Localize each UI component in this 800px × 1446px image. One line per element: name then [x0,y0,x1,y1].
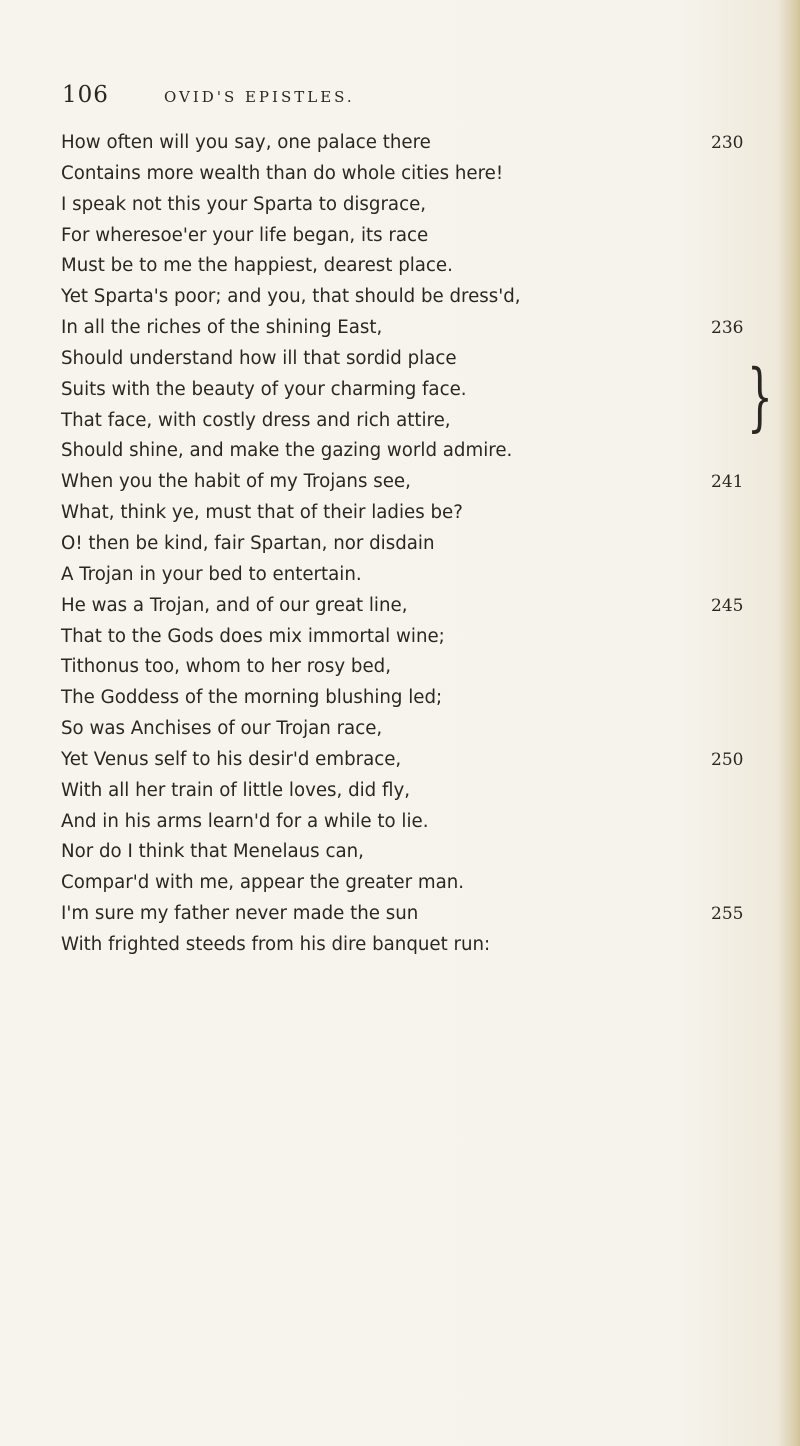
poem-line [61,714,761,745]
poem-text [61,128,773,961]
poem-line [61,930,761,961]
line-text: And in his arms learn'd for a while to lie. [61,810,429,832]
poem-line [61,529,761,560]
poem-line [61,560,761,591]
line-text: Compar'd with me, appear the greater man. [61,872,465,894]
poem-line [61,837,761,868]
poem-line [61,375,761,406]
line-number: 230 [711,133,744,153]
poem-line [61,868,761,899]
poem-line [61,622,761,653]
poem-line [61,406,761,437]
line-text: That to the Gods does mix immortal wine; [61,625,445,647]
line-text: For wheresoe'er your life began, its race [61,224,429,246]
poem-line [61,807,761,838]
line-number: 236 [711,318,744,339]
line-text: A Trojan in your bed to entertain. [61,563,362,585]
line-text: Yet Venus self to his desir'd embrace, [61,748,402,770]
line-text: With all her train of little loves, did fly, [61,779,410,801]
line-text: Tithonus too, whom to her rosy bed, [61,656,391,678]
poem-line [61,498,761,529]
poem-line [61,221,761,252]
page-number: 106 [62,82,109,108]
line-text: Yet Sparta's poor; and you, that should be dress'd, [61,286,521,308]
line-text: That face, with costly dress and rich attire, [61,409,451,431]
line-number: 255 [711,904,744,925]
line-text: Suits with the beauty of your charming face. [61,378,467,400]
poem-line [61,282,761,313]
poem-line [61,159,761,190]
line-text: So was Anchises of our Trojan race, [61,718,383,740]
line-text: Should understand how ill that sordid place [61,347,457,369]
running-head: OVID'S EPISTLES. [164,88,355,106]
line-text: I'm sure my father never made the sun [61,903,419,925]
line-text: How often will you say, one palace there [61,132,431,153]
poem-line [61,313,761,344]
poem-line [61,683,761,714]
line-text: Must be to me the happiest, dearest place. [61,255,453,277]
line-text: What, think ye, must that of their ladies be? [61,502,463,524]
line-text: He was a Trojan, and of our great line, [61,594,408,616]
line-text: Contains more wealth than do whole cities here! [61,162,504,184]
poem-line [61,652,761,683]
poem-line [61,128,761,159]
page-edge [778,0,800,1446]
line-text: With frighted steeds from his dire banquet run: [61,933,491,955]
triplet-brace: } [747,354,773,440]
line-text: I speak not this your Sparta to disgrace, [61,193,427,215]
line-text: When you the habit of my Trojans see, [61,471,411,493]
poem-line [61,436,761,467]
line-number: 245 [711,595,744,616]
poem-line [61,190,761,221]
line-text: In all the riches of the shining East, [61,317,383,339]
poem-line [61,776,761,807]
poem-line [61,745,761,776]
page-header [62,82,622,116]
line-number: 241 [711,472,744,493]
line-text: Nor do I think that Menelaus can, [61,841,364,863]
poem-line [61,591,761,622]
poem-line [61,467,761,498]
line-number: 250 [711,749,744,770]
line-text: The Goddess of the morning blushing led; [61,687,443,709]
line-text: Should shine, and make the gazing world admire. [61,440,513,462]
poem-line [61,899,761,930]
line-text: O! then be kind, fair Spartan, nor disdain [61,532,435,554]
poem-line [61,344,761,375]
poem-line [61,251,761,282]
